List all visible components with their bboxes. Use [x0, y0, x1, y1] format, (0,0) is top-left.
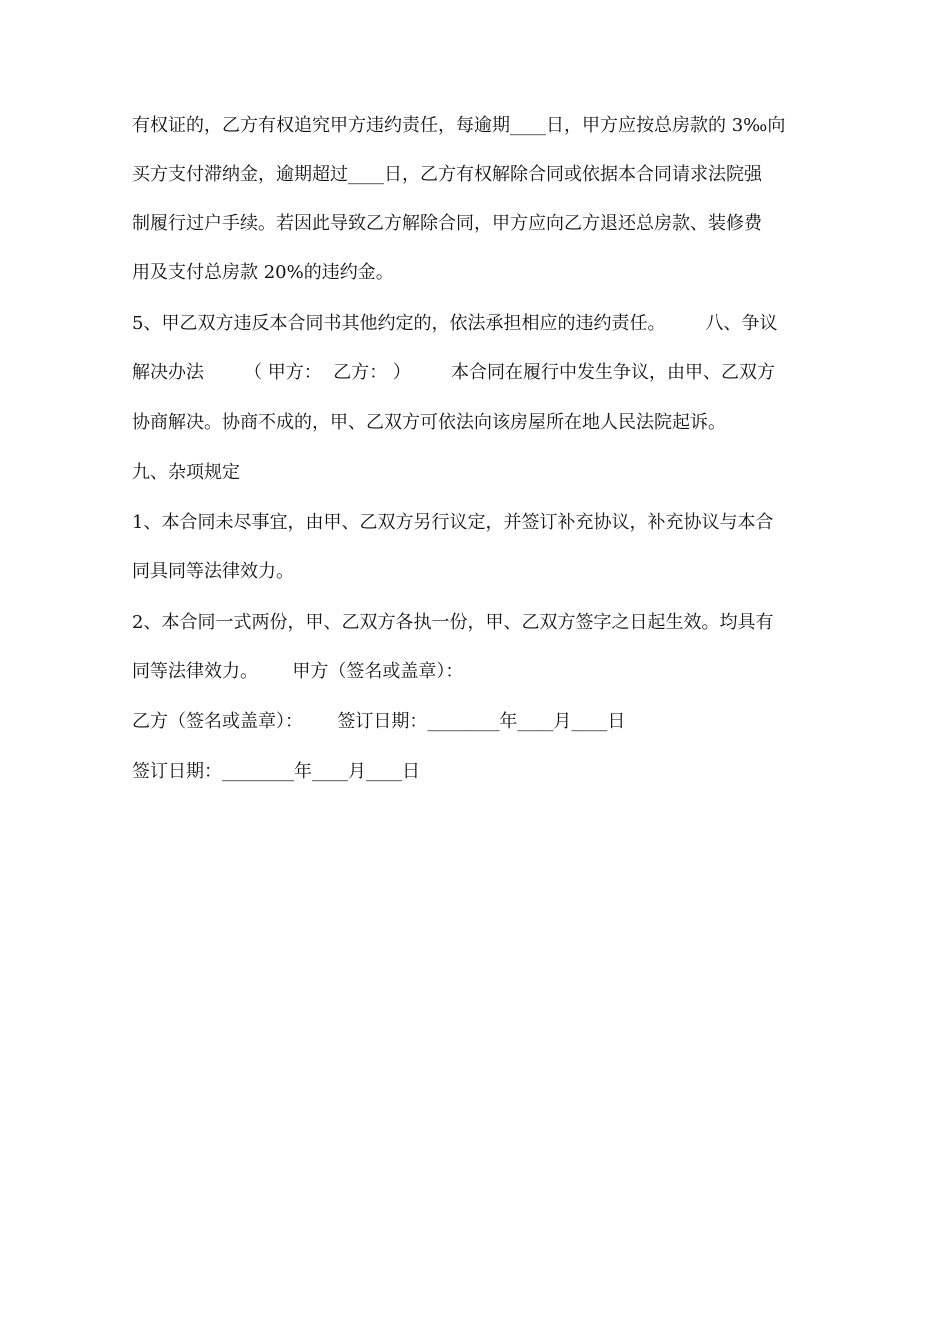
text-line: 协商解决。协商不成的，甲、乙双方可依法向该房屋所在地人民法院起诉。 [132, 412, 726, 433]
signing-date-line: 签订日期：________年____月____日 [132, 761, 420, 782]
text-line: 1、本合同未尽事宜，由甲、乙双方另行议定，并签订补充协议，补充协议与本合 [132, 512, 774, 533]
text-line: 制履行过户手续。若因此导致乙方解除合同，甲方应向乙方退还总房款、装修费 [132, 213, 762, 234]
section-heading: 九、杂项规定 [132, 462, 240, 483]
text-line: 买方支付滞纳金，逾期超过____日，乙方有权解除合同或依据本合同请求法院强 [132, 164, 762, 185]
text-line: 同具同等法律效力。 [132, 561, 294, 582]
signature-line-party-b: 乙方（签名或盖章）： 签订日期：________年____月____日 [132, 711, 626, 732]
signature-line-party-a: 同等法律效力。 甲方（签名或盖章）： [132, 661, 464, 682]
text-line: 2、本合同一式两份，甲、乙双方各执一份，甲、乙双方签字之日起生效。均具有 [132, 612, 774, 633]
text-line: 解决办法 （ 甲方： 乙方： ） 本合同在履行中发生争议，由甲、乙双方 [132, 362, 775, 383]
text-line: 用及支付总房款 20%的违约金。 [132, 262, 394, 283]
text-line: 5、甲乙双方违反本合同书其他约定的，依法承担相应的违约责任。 八、争议 [132, 313, 778, 334]
text-line: 有权证的，乙方有权追究甲方违约责任，每逾期____日，甲方应按总房款的 3‰向 [132, 115, 786, 136]
